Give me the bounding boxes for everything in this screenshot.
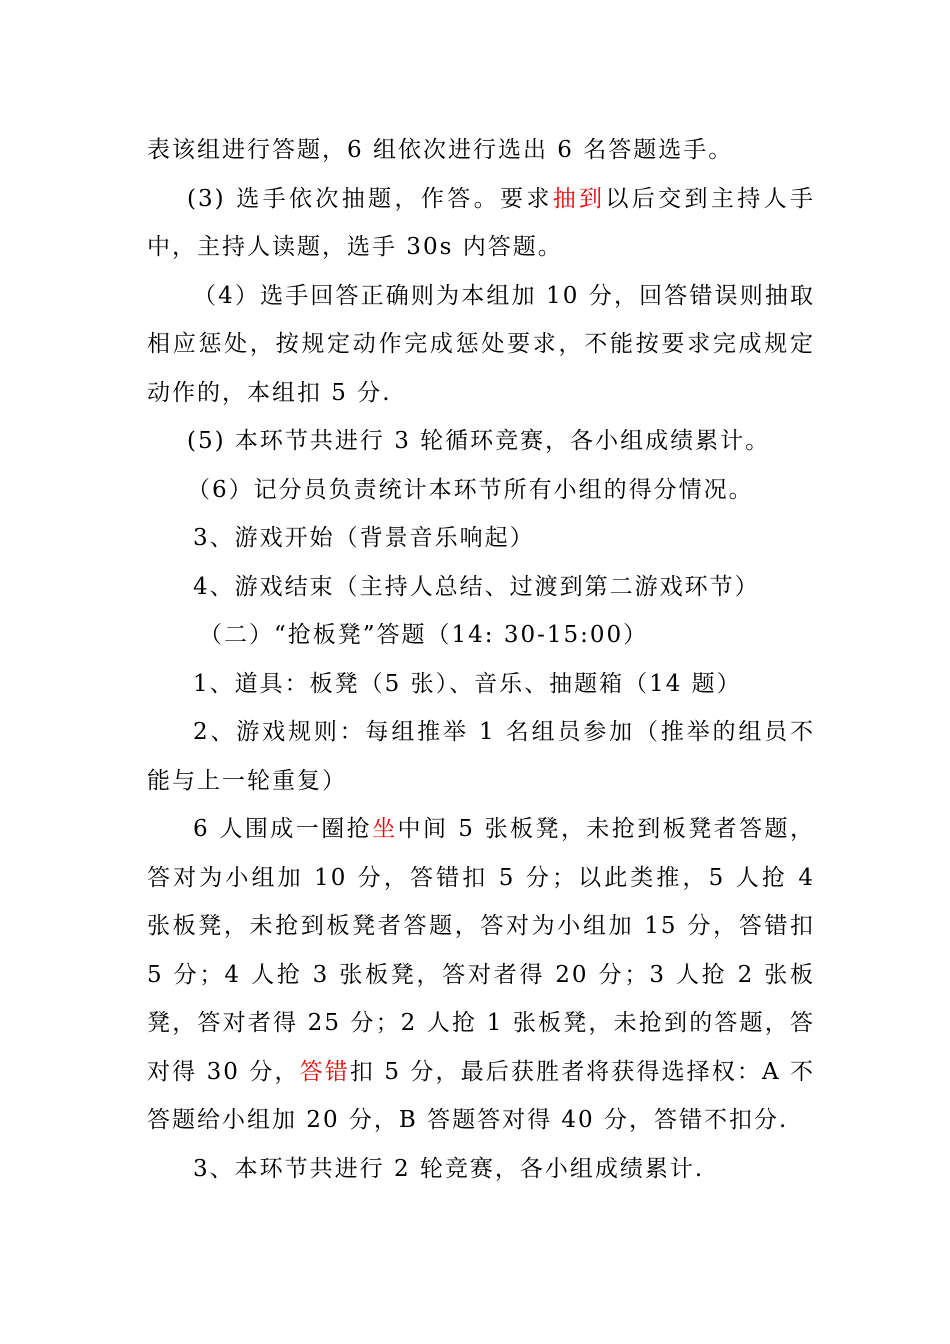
paragraph-text: 4、游戏结束（主持人总结、过渡到第二游戏环节）	[193, 573, 760, 600]
highlight-text: 答错	[299, 1058, 350, 1085]
paragraph-text: (5) 本环节共进行 3 轮循环竞赛，各小组成绩累计。	[187, 428, 771, 454]
paragraph-text: 6 人围成一圈抢	[193, 816, 373, 842]
paragraph-text: (3) 选手依次抽题，作答。要求	[187, 185, 553, 212]
paragraph-7	[147, 563, 815, 612]
paragraph-text: 以后交到主持人手中，主持人读题，选手 30s 内答题。	[147, 185, 816, 260]
paragraph-4	[147, 417, 815, 466]
paragraph-text: （4）选手回答正确则为本组加 10 分，回答错误则抽取相应惩处，按规定动作完成惩处要求，不能按要求完成规定动作的，本组扣 5 分.	[147, 282, 815, 406]
paragraph-12	[147, 1145, 815, 1194]
paragraph-11	[147, 805, 815, 1145]
paragraph-text: 中间 5 张板凳，未抢到板凳者答题，答对为小组加 10 分，答错扣 5 分；以此类推，5 人抢 4 张板凳，未抢到板凳者答题，答对为小组加 15 分，答错扣 5 分；4 人抢 3 张板凳，答对者得 20 分；3 人抢 2 张板凳，答对者得 25 分；2 人抢 1 张板凳，未抢到的答题，答对得 30 分，	[147, 816, 815, 1085]
highlight-text: 坐	[372, 816, 398, 842]
paragraph-3	[147, 272, 815, 418]
paragraph-1	[147, 126, 815, 175]
paragraph-text: 3、游戏开始（背景音乐响起）	[193, 525, 535, 551]
paragraph-5	[147, 466, 815, 515]
paragraph-text: 2、游戏规则：每组推举 1 名组员参加（推举的组员不能与上一轮重复）	[147, 719, 815, 794]
highlight-text: 抽到	[552, 185, 606, 212]
paragraph-9	[147, 660, 815, 709]
document-body	[147, 126, 815, 1193]
paragraph-text: （二）“抢板凳”答题（14: 30-15:00）	[199, 622, 649, 648]
paragraph-10	[147, 708, 815, 805]
paragraph-text: 3、本环节共进行 2 轮竞赛，各小组成绩累计.	[193, 1155, 705, 1182]
paragraph-text: 表该组进行答题，6 组依次进行选出 6 名答题选手。	[147, 137, 734, 163]
paragraph-8	[147, 611, 815, 660]
paragraph-text: （6）记分员负责统计本环节所有小组的得分情况。	[187, 476, 754, 503]
paragraph-text: 扣 5 分，最后获胜者将获得选择权：A 不答题给小组加 20 分，B 答题答对得 40 分，答错不扣分.	[147, 1058, 816, 1133]
paragraph-2	[147, 175, 815, 272]
paragraph-6	[147, 514, 815, 563]
paragraph-text: 1、道具：板凳（5 张）、音乐、抽题箱（14 题）	[193, 670, 742, 697]
